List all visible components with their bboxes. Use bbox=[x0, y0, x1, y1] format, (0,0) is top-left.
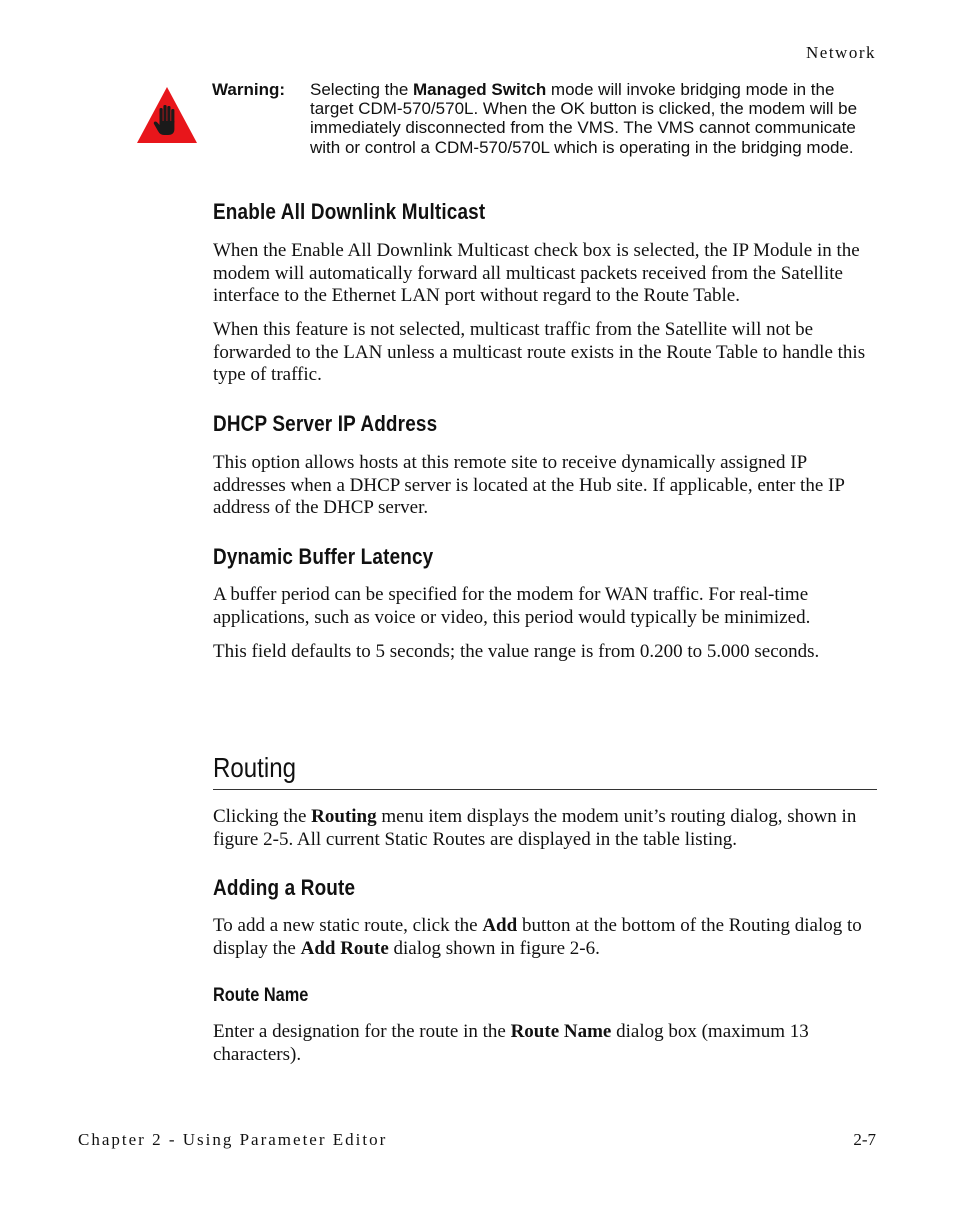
paragraph-route-name: Enter a designation for the route in the Route Name dialog box (maximum 13 characters). bbox=[213, 1021, 809, 1065]
heading-dynamic-buffer: Dynamic Buffer Latency bbox=[213, 544, 434, 569]
running-header: Network bbox=[806, 43, 876, 62]
paragraph-dhcp: This option allows hosts at this remote site to receive dynamically assigned IP addresses when a DHCP server is located at the Hub site. If applicable, enter the IP address of the DHCP server. bbox=[213, 452, 845, 519]
footer-chapter: Chapter 2 - Using Parameter Editor bbox=[78, 1130, 388, 1149]
paragraph-routing: Clicking the Routing menu item displays the modem unit’s routing dialog, shown in figure 2-5. All current Static Routes are displayed in the table listing. bbox=[213, 806, 857, 850]
heading-routing: Routing bbox=[213, 752, 297, 783]
warning-text: Selecting the Managed Switch mode will invoke bridging mode in the target CDM-570/570L. When the OK button is clicked, the modem will be immediately disconnected from the VMS. The VMS cannot communicate with or control a CDM-570/570L which is operating in the bridging mode. bbox=[310, 80, 858, 157]
paragraph-buffer-1: A buffer period can be specified for the modem for WAN traffic. For real-time applications, such as voice or video, this period would typically be minimized. bbox=[213, 584, 811, 628]
heading-route-name: Route Name bbox=[213, 985, 309, 1006]
warning-label: Warning: bbox=[212, 80, 286, 99]
heading-adding-route: Adding a Route bbox=[213, 875, 356, 900]
heading-dhcp-server: DHCP Server IP Address bbox=[213, 411, 438, 436]
paragraph-adding-route: To add a new static route, click the Add button at the bottom of the Routing dialog to display the Add Route dialog shown in figure 2-6. bbox=[213, 915, 862, 959]
paragraph-multicast-1: When the Enable All Downlink Multicast check box is selected, the IP Module in the modem will automatically forward all multicast packets received from the Satellite interface to the Ethernet LAN port without regard to the Route Table. bbox=[213, 240, 860, 307]
heading-enable-multicast: Enable All Downlink Multicast bbox=[213, 199, 486, 224]
paragraph-multicast-2: When this feature is not selected, multicast traffic from the Satellite will not be forwarded to the LAN unless a multicast route exists in the Route Table to handle this type of traffic. bbox=[213, 319, 866, 386]
paragraph-buffer-2: This field defaults to 5 seconds; the value range is from 0.200 to 5.000 seconds. bbox=[213, 641, 820, 662]
section-divider bbox=[213, 789, 877, 790]
footer-page-number: 2-7 bbox=[853, 1130, 876, 1149]
stop-hand-icon bbox=[135, 85, 199, 145]
